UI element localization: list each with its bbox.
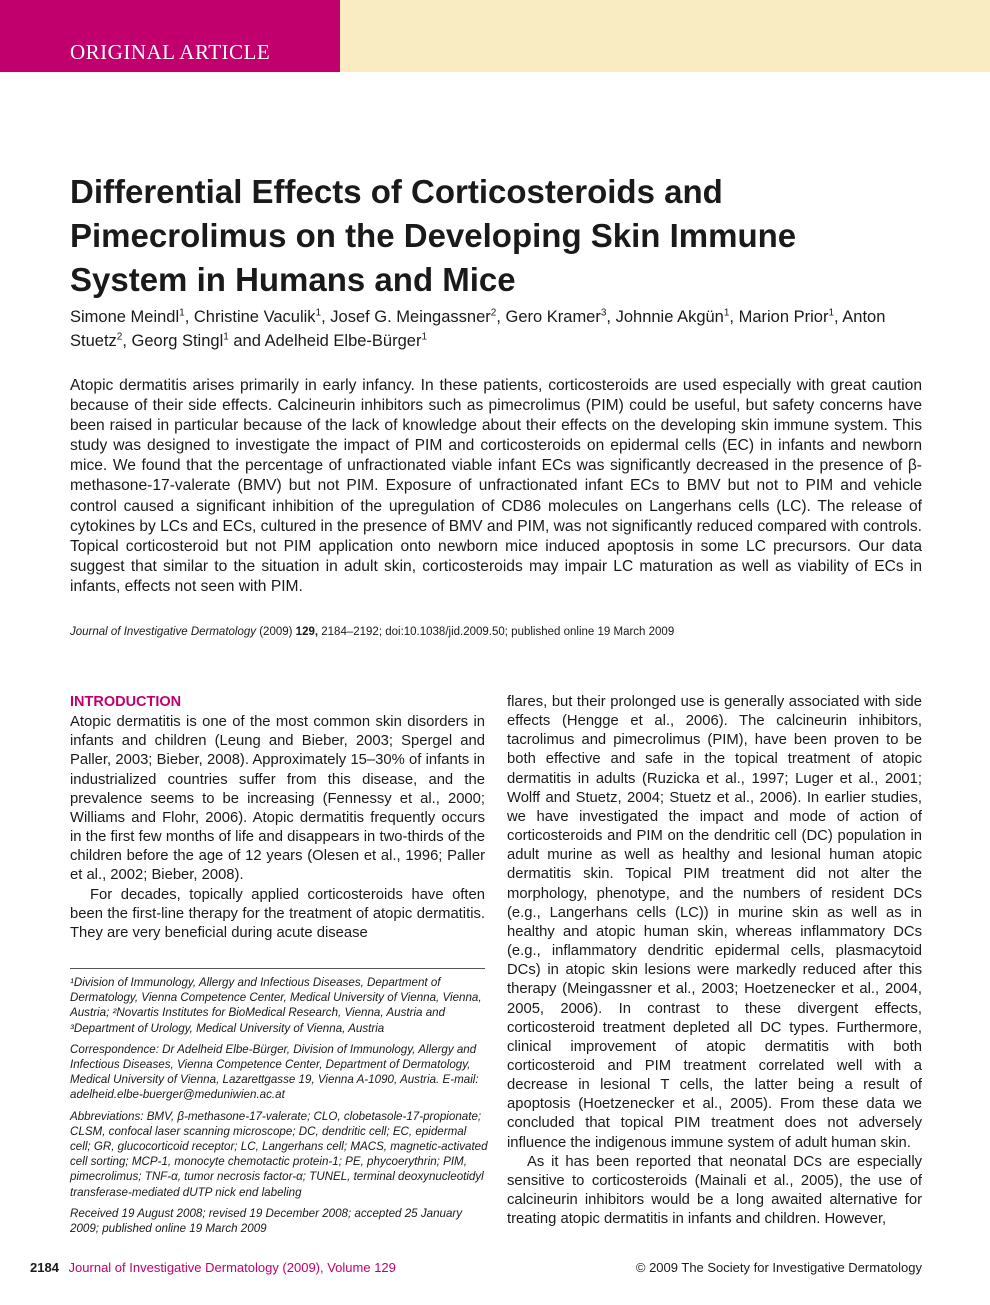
body-paragraph: Atopic dermatitis is one of the most common skin disorders in infants and children (Leung and Bieber, 2003; Spergel and Paller, 2003; Bieber, 2008). Approximately 15–30% of infants in industrialized countries suffer from this disease, and the prevalence seems to be increasing (Fennessy et al., 2000; Williams and Flohr, 2006). Atopic dermatitis frequently occurs in the first few months of life and disappears in two-thirds of the children before the age of 12 years (Olesen et al., 1996; Paller et al., 2002; Bieber, 2008). <box>70 714 485 884</box>
author-name: Christine Vaculik <box>193 308 316 326</box>
body-paragraph: As it has been reported that neonatal DCs are especially sensitive to corticosteroids (Mainali et al., 2005), the use of calcineurin inhibitors would be a long awaited alternative for treating atopic dermatitis in infants and children. However, <box>507 1153 922 1228</box>
author <box>265 332 427 350</box>
citation-journal: Journal of Investigative Dermatology <box>70 626 257 638</box>
author-affiliation: 1 <box>315 307 322 319</box>
author-name: Georg Stingl <box>131 332 224 350</box>
citation-line <box>70 626 930 638</box>
footnote-abbreviations: Abbreviations: BMV, β-methasone-17-valerate; CLO, clobetasole-17-propionate; CLSM, confocal laser scanning microscope; DC, dendritic cell; EC, epidermal cell; GR, glucocorticoid receptor; LC, Langerhans cell; MACS, magnetic-activated cell sorting; MCP-1, monocyte chemotactic protein-1; PE, phycoerythrin; PIM, pimecrolimus; TNF-α, tumor necrosis factor-α; TUNEL, terminal deoxynucleotidyl transferase-mediated dUTP nick end labeling <box>70 1109 488 1199</box>
author-name: Simone Meindl <box>70 308 180 326</box>
author <box>616 308 730 326</box>
author <box>194 308 321 326</box>
copyright: © 2009 The Society for Investigative Dermatology <box>635 1260 922 1275</box>
author <box>739 308 834 326</box>
body-paragraph: flares, but their prolonged use is generally associated with side effects (Hengge et al., 2006). The calcineurin inhibitors, tacrolimus and pimecrolimus (PIM), have been proven to be both effective and safe in the topical treatment of atopic dermatitis in adults (Ruzicka et al., 1997; Luger et al., 2001; Wolff and Stuetz, 2004; Stuetz et al., 2006). In earlier studies, we have investigated the impact and mode of action of corticosteroids and PIM on the dendritic cell (DC) population in adult murine as well as healthy and lesional human atopic dermatitis skin. Topical PIM treatment did not alter the morphology, phenotype, and the numbers of resident DCs (e.g., Langerhans cells (LC)) in murine skin as well as in healthy and atopic human skin, whereas inflammatory DCs (e.g., inflammatory dendritic epidermal cells, plasmacytoid DCs) in atopic skin lesions were markedly reduced after this therapy (Meingassner et al., 2003; Hoetzenecker et al., 2004, 2005, 2006). In contrast to these divergent effects, corticosteroid treatment depleted all DC types. Furthermore, clinical improvement of atopic dermatitis with both corticosteroid and PIM treatment correlated well with a decrease in lesional T cells, the latter being a result of apoptosis (Hoetzenecker et al., 2005). From these data we concluded that topical PIM treatment does not adversely influence the indigenous immune system of adult human skin. <box>507 694 922 1151</box>
author <box>330 308 496 326</box>
author <box>70 308 185 326</box>
author <box>132 332 229 350</box>
article-title: Differential Effects of Corticosteroids and Pimecrolimus on the Developing Skin Immune System in Humans and Mice <box>70 173 797 298</box>
body-column-left <box>70 693 485 943</box>
footnote-affiliations: ¹Division of Immunology, Allergy and Infectious Diseases, Department of Dermatology, Vienna Competence Center, Medical University of Vienna, Vienna, Austria; ²Novartis Institutes for BioMedical Research, Vienna, Austria and ³Department of Urology, Medical University of Vienna, Austria <box>70 976 482 1035</box>
section-heading: INTRODUCTION <box>70 694 182 710</box>
citation-details: 2184–2192; doi:10.1038/jid.2009.50; published online 19 March 2009 <box>321 626 675 638</box>
author-affiliation: 1 <box>421 331 428 343</box>
author-name: Josef G. Meingassner <box>330 308 491 326</box>
citation-year: (2009) <box>259 626 293 638</box>
author-name: Adelheid Elbe-Bürger <box>264 332 422 350</box>
author-affiliation: 1 <box>723 307 730 319</box>
section-label: ORIGINAL ARTICLE <box>70 40 271 64</box>
author-affiliation: 1 <box>223 331 229 343</box>
citation-volume: 129, <box>295 626 319 638</box>
author-name: Johnnie Akgün <box>615 308 724 326</box>
author-affiliation: 1 <box>828 307 835 319</box>
author-affiliation: 2 <box>116 331 123 343</box>
author-affiliation: 3 <box>600 307 607 319</box>
page-footer <box>30 1260 922 1275</box>
footnotes <box>70 975 488 1242</box>
abstract: Atopic dermatitis arises primarily in early infancy. In these patients, corticosteroids are used especially with great caution because of their side effects. Calcineurin inhibitors such as pimecrolimus (PIM) could be useful, but safety concerns have been raised in particular because of the lack of knowledge about their effects on the developing skin immune system. This study was designed to investigate the impact of PIM and corticosteroids on epidermal cells (EC) in infants and newborn mice. We found that the percentage of unfractionated viable infant ECs was significantly decreased in the presence of β-methasone-17-valerate (BMV) but not PIM. Exposure of unfractionated infant ECs to BMV but not to PIM and vehicle control caused a significant inhibition of the upregulation of CD86 molecules on Langerhans cells (LC). The release of cytokines by LCs and ECs, cultured in the presence of BMV and PIM, was not significantly reduced compared with controls. Topical corticosteroid but not PIM application onto newborn mice induced apoptosis in some LC precursors. Our data suggest that similar to the situation in adult skin, corticosteroids may impair LC maturation as well as viability of ECs in infants, effects not seen with PIM. <box>70 377 923 595</box>
author-list: Simone Meindl$^1$, Christine Vaculik$^1$, Josef G. Meingassner$^2$, Gero Kramer$^3$, Johnnie Akgün$^1$, Marion Prior$^1$, Anton Stuetz$^2$, Georg Stingl$^1$ and Adelheid Elbe-Bürger$^1$ <box>70 307 886 350</box>
page-number: 2184 <box>30 1260 59 1275</box>
body-column-right <box>507 693 922 1229</box>
author-conjunction: and <box>228 332 265 350</box>
footer-journal: Journal of Investigative Dermatology (2009), Volume 129 <box>68 1260 396 1275</box>
footnote-divider <box>70 968 485 969</box>
author <box>506 308 607 326</box>
footnote-received: Received 19 August 2008; revised 19 December 2008; accepted 25 January 2009; published online 19 March 2009 <box>70 1206 463 1236</box>
author-affiliation: 1 <box>179 307 185 319</box>
author-affiliation: 2 <box>490 307 497 319</box>
author-name: Marion Prior <box>738 308 829 326</box>
footnote-correspondence: Correspondence: Dr Adelheid Elbe-Bürger, Division of Immunology, Allergy and Infectious Diseases, Vienna Competence Center, Department of Dermatology, Medical University of Vienna, Lazarettgasse 19, Vienna A-1090, Austria. E-mail: adelheid.elbe-buerger@meduniwien.ac.at <box>70 1042 479 1102</box>
author-name: Gero Kramer <box>505 308 601 326</box>
body-paragraph: For decades, topically applied corticosteroids have often been the first-line therapy for the treatment of atopic dermatitis. They are very beneficial during acute disease <box>70 886 485 941</box>
author-name: Anton Stuetz <box>70 308 886 350</box>
header-band-accent <box>340 0 990 72</box>
